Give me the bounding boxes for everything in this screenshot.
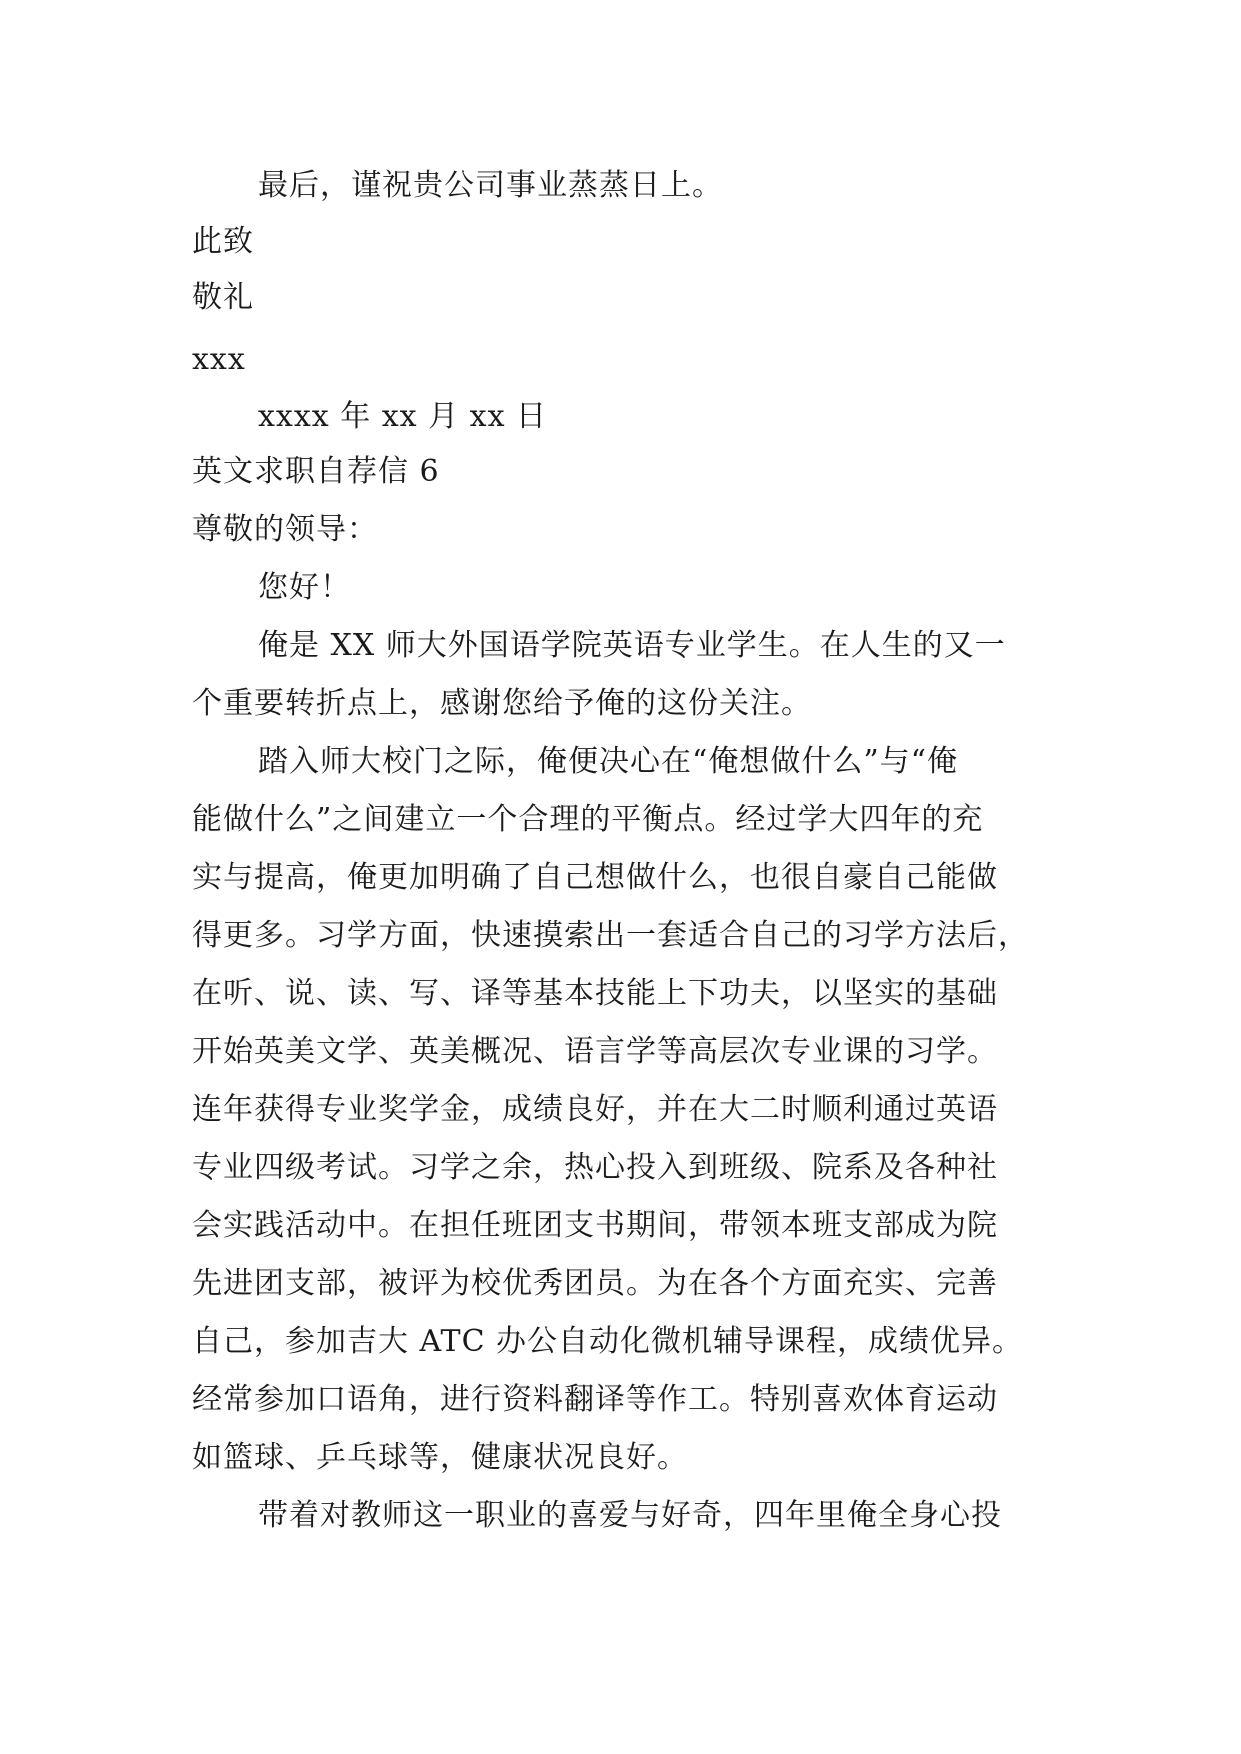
body-line: 俺是 XX 师大外国语学院英语专业学生。在人生的又一: [258, 628, 1006, 663]
body-line: 会实践活动中。在担任班团支书期间，带领本班支部成为院: [192, 1208, 998, 1243]
body-line: 得更多。习学方面，快速摸索出一套适合自己的习学方法后，: [192, 918, 1029, 953]
body-line: 如篮球、乒乓球等，健康状况良好。: [192, 1440, 688, 1475]
signature-name: xxx: [192, 342, 246, 377]
signature-date: xxxx 年 xx 月 xx 日: [258, 399, 548, 434]
recipient-greeting: 尊敬的领导：: [192, 512, 378, 547]
body-line: 连年获得专业奖学金，成绩良好，并在大二时顺利通过英语: [192, 1092, 998, 1127]
body-line: 开始英美文学、英美概况、语言学等高层次专业课的习学。: [192, 1034, 998, 1069]
hello-line: 您好！: [258, 570, 351, 605]
salutation-line: 此致: [192, 224, 254, 259]
body-line: 踏入师大校门之际，俺便决心在“俺想做什么”与“俺: [258, 744, 959, 779]
section-title: 英文求职自荐信 6: [192, 454, 440, 489]
body-line: 实与提高，俺更加明确了自己想做什么，也很自豪自己能做: [192, 860, 998, 895]
body-line: 个重要转折点上，感谢您给予俺的这份关注。: [192, 686, 812, 721]
closing-wish-line: 最后，谨祝贵公司事业蒸蒸日上。: [258, 168, 723, 203]
body-line: 经常参加口语角，进行资料翻译等作工。特别喜欢体育运动: [192, 1382, 998, 1417]
body-line: 专业四级考试。习学之余，热心投入到班级、院系及各种社: [192, 1150, 998, 1185]
body-line: 自己，参加吉大 ATC 办公自动化微机辅导课程，成绩优异。: [192, 1324, 1024, 1359]
body-line: 先进团支部，被评为校优秀团员。为在各个方面充实、完善: [192, 1266, 998, 1301]
body-line: 能做什么”之间建立一个合理的平衡点。经过学大四年的充: [192, 802, 984, 837]
body-line: 在听、说、读、写、译等基本技能上下功夫，以坚实的基础: [192, 976, 998, 1011]
body-line: 带着对教师这一职业的喜爱与好奇，四年里俺全身心投: [258, 1498, 1002, 1533]
regards-line: 敬礼: [192, 280, 254, 315]
